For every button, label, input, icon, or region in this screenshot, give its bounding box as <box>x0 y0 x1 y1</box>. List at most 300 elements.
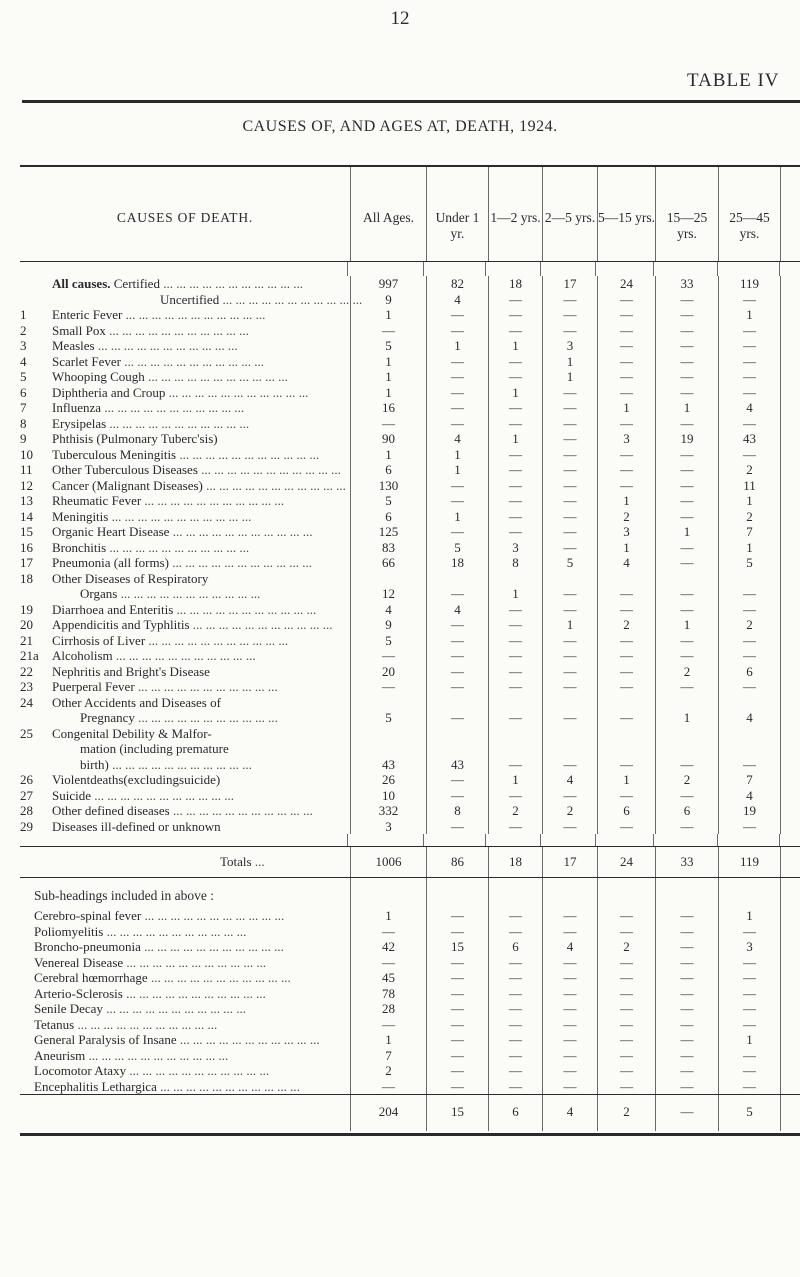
row-number: 10 <box>20 446 33 462</box>
row-number: 24 <box>20 694 33 710</box>
cause-label <box>52 819 346 835</box>
row-number: 6 <box>20 384 27 400</box>
cause-label-text: Nephritis and Bright's Disease <box>52 663 210 679</box>
age-value-extra <box>780 555 800 571</box>
cause-label: Aneurism ... ... ... ... ... ... ... ... ... ... ... <box>34 1047 229 1063</box>
cause-label: Locomotor Ataxy ... ... ... ... ... ... ... ... ... ... ... <box>34 1063 270 1078</box>
totals-value: 17 <box>542 847 597 877</box>
age-value: 6 <box>718 664 780 680</box>
sub-table-row <box>20 970 800 986</box>
age-value: 90 <box>350 431 426 447</box>
age-value-extra <box>780 323 800 339</box>
cause-label-text: Whooping Cough <box>52 369 145 384</box>
row-number: 13 <box>20 493 33 508</box>
age-value: — <box>718 354 780 370</box>
title-rule <box>22 100 800 103</box>
age-value: — <box>426 1001 488 1017</box>
age-value: 1 <box>597 400 655 416</box>
age-value: — <box>426 924 488 940</box>
age-value: 24 <box>597 276 655 292</box>
age-value-extra <box>780 986 800 1002</box>
age-value-extra <box>780 602 800 618</box>
age-value: — <box>488 955 542 971</box>
cause-label-text: Organic Heart Disease <box>52 524 170 539</box>
table-row <box>20 307 800 323</box>
age-value: — <box>350 1017 426 1033</box>
table-row <box>20 803 800 819</box>
age-value: — <box>542 955 597 971</box>
age-value: 1 <box>426 338 488 354</box>
cause-label: Pregnancy ... ... ... ... ... ... ... ... ... ... ... <box>80 710 278 725</box>
cause-label: Tetanus ... ... ... ... ... ... ... ... ... ... ... <box>34 1016 218 1032</box>
age-value: — <box>655 1001 718 1017</box>
age-value: 1 <box>488 338 542 354</box>
cause-label: Small Pox ... ... ... ... ... ... ... ... ... ... ... <box>52 322 249 338</box>
age-value <box>488 695 542 711</box>
age-value: — <box>542 540 597 556</box>
age-value: — <box>426 400 488 416</box>
cause-label-text: Bronchitis <box>52 539 107 555</box>
cause-label-text: Tuberculous Meningitis <box>52 446 177 462</box>
age-value <box>350 726 426 742</box>
cause-label <box>52 772 346 788</box>
age-value: — <box>426 1017 488 1033</box>
age-value: — <box>488 462 542 478</box>
age-value: 3 <box>718 939 780 955</box>
age-value: — <box>426 307 488 323</box>
sub-totals-value: 4 <box>542 1095 597 1131</box>
age-value: 20 <box>350 664 426 680</box>
cause-label-text: Small Pox <box>52 322 106 338</box>
table-row <box>20 555 800 571</box>
cause-cell <box>20 291 363 308</box>
age-value-extra <box>780 431 800 447</box>
cause-label-text: Senile Decay <box>34 1001 103 1016</box>
table-row <box>20 416 800 432</box>
age-value: — <box>718 602 780 618</box>
age-value: — <box>426 970 488 986</box>
sub-totals-value: 204 <box>350 1095 426 1131</box>
age-value: — <box>488 447 542 463</box>
cause-label <box>52 664 346 680</box>
age-value: 3 <box>488 540 542 556</box>
cause-label-text: All causes. <box>52 276 111 291</box>
cause-label-text: Pneumonia (all forms) <box>52 555 169 570</box>
row-number: 12 <box>20 477 33 493</box>
age-value: — <box>718 648 780 664</box>
age-value: — <box>597 586 655 602</box>
age-value: — <box>350 1079 426 1095</box>
age-value-extra <box>780 447 800 463</box>
row-number: 1 <box>20 307 27 322</box>
age-value: 1 <box>350 1032 426 1048</box>
age-value-extra <box>780 509 800 525</box>
age-value: — <box>426 1032 488 1048</box>
cause-label-text: Influenza <box>52 400 102 415</box>
row-number: 25 <box>20 725 33 741</box>
age-value: 33 <box>655 276 718 292</box>
cause-cell <box>20 493 350 509</box>
table-header <box>20 167 800 262</box>
row-number: 15 <box>20 524 33 539</box>
age-value: 4 <box>718 710 780 726</box>
cause-cell <box>20 571 350 587</box>
age-value: — <box>597 354 655 370</box>
sub-rows <box>20 908 800 1094</box>
row-number: 14 <box>20 508 33 524</box>
age-value: 1 <box>350 369 426 385</box>
age-value-extra <box>780 788 800 804</box>
cause-label: Organs ... ... ... ... ... ... ... ... ... ... ... <box>80 586 261 601</box>
age-value-extra <box>780 354 800 370</box>
totals-value: 18 <box>488 847 542 877</box>
age-value: 78 <box>350 986 426 1002</box>
cause-label: Whooping Cough ... ... ... ... ... ... ... ... ... ... ... <box>52 369 288 384</box>
age-value <box>542 726 597 742</box>
age-value-extra <box>780 524 800 540</box>
cause-label: Meningitis ... ... ... ... ... ... ... ... ... ... ... <box>52 508 252 524</box>
age-value-extra <box>780 292 800 308</box>
age-value: 4 <box>426 602 488 618</box>
age-value: — <box>488 819 542 835</box>
sub-caption-row <box>20 877 800 908</box>
age-value: — <box>655 679 718 695</box>
age-value: — <box>542 819 597 835</box>
cause-label-text: Uncertified <box>160 291 220 307</box>
sub-caption: Sub-headings included in above : <box>34 888 214 903</box>
age-value <box>597 741 655 757</box>
cause-label: Venereal Disease ... ... ... ... ... ... ... ... ... ... ... <box>34 954 267 970</box>
age-value: 8 <box>488 555 542 571</box>
cause-label: Other defined diseases ... ... ... ... ... ... ... ... ... ... ... <box>52 803 313 818</box>
age-value-extra <box>780 1032 800 1048</box>
age-value: 4 <box>718 400 780 416</box>
age-value: 4 <box>718 788 780 804</box>
table-row <box>20 292 800 308</box>
totals-row <box>20 846 800 877</box>
table-row <box>20 385 800 401</box>
age-value: — <box>488 757 542 773</box>
table-row <box>20 524 800 540</box>
age-value: — <box>542 1063 597 1079</box>
totals-label: Totals ... <box>220 854 265 869</box>
age-value-extra <box>780 338 800 354</box>
age-value: — <box>488 323 542 339</box>
age-value: 5 <box>350 338 426 354</box>
age-value: — <box>426 908 488 924</box>
cause-label-text: Measles <box>52 338 95 353</box>
row-number: 8 <box>20 415 27 431</box>
age-value: — <box>718 1017 780 1033</box>
age-value-extra <box>780 385 800 401</box>
sub-table-row <box>20 1032 800 1048</box>
age-value-extra <box>780 462 800 478</box>
sub-table-row <box>20 1079 800 1095</box>
age-value: — <box>542 524 597 540</box>
age-value: — <box>350 416 426 432</box>
cause-cell <box>20 385 350 401</box>
table-row <box>20 586 800 602</box>
age-value: — <box>655 509 718 525</box>
cause-label-text: Erysipelas <box>52 415 107 431</box>
sub-totals-value: — <box>655 1095 718 1131</box>
sub-table-row <box>20 1017 800 1033</box>
age-value-extra <box>780 772 800 788</box>
main-rows <box>20 276 800 834</box>
age-value: — <box>597 710 655 726</box>
age-value-extra <box>780 955 800 971</box>
age-value: 17 <box>542 276 597 292</box>
header-age-col: All Ages. <box>350 167 426 261</box>
totals-label-text: Totals <box>220 854 252 869</box>
age-value: — <box>655 323 718 339</box>
age-value: 1 <box>655 617 718 633</box>
cause-label: Tuberculous Meningitis ... ... ... ... ... ... ... ... ... ... ... <box>52 446 320 462</box>
cause-cell <box>20 788 350 804</box>
age-value: 19 <box>718 803 780 819</box>
age-value-extra <box>780 741 800 757</box>
cause-label: Bronchitis ... ... ... ... ... ... ... ... ... ... ... <box>52 539 250 555</box>
age-value: — <box>655 986 718 1002</box>
table-row <box>20 695 800 711</box>
age-value: — <box>542 1017 597 1033</box>
age-value: — <box>426 586 488 602</box>
age-value: — <box>488 633 542 649</box>
age-value: — <box>718 369 780 385</box>
age-value: 2 <box>597 939 655 955</box>
age-value: — <box>597 292 655 308</box>
age-value: — <box>426 633 488 649</box>
sub-table-row <box>20 955 800 971</box>
cause-label: Poliomyelitis ... ... ... ... ... ... ... ... ... ... ... <box>34 923 247 939</box>
table-row <box>20 726 800 742</box>
age-value: — <box>597 447 655 463</box>
age-value: — <box>488 1001 542 1017</box>
age-value: 16 <box>350 400 426 416</box>
cause-label-text: Other defined diseases <box>52 803 170 818</box>
age-value: — <box>542 757 597 773</box>
age-value-extra <box>780 1001 800 1017</box>
age-value-extra <box>780 633 800 649</box>
age-value: — <box>488 664 542 680</box>
age-value: — <box>426 1048 488 1064</box>
age-value: 15 <box>426 939 488 955</box>
age-value: — <box>718 1063 780 1079</box>
age-value: — <box>542 400 597 416</box>
age-value: — <box>718 1001 780 1017</box>
age-value <box>488 726 542 742</box>
table-row <box>20 633 800 649</box>
age-value: — <box>655 462 718 478</box>
age-value: — <box>597 1017 655 1033</box>
age-value: — <box>718 955 780 971</box>
age-value: 9 <box>350 292 426 308</box>
age-value: 2 <box>718 509 780 525</box>
header-age-col: 1—2 yrs. <box>488 167 542 261</box>
cause-label: birth) ... ... ... ... ... ... ... ... ... ... ... <box>80 756 252 772</box>
age-value-extra <box>780 1048 800 1064</box>
cause-label <box>52 571 346 587</box>
cause-cell <box>20 695 350 711</box>
age-value <box>655 571 718 587</box>
age-value: 4 <box>350 602 426 618</box>
cause-label: Diarrhoea and Enteritis ... ... ... ... ... ... ... ... ... ... ... <box>52 601 317 617</box>
age-value: 5 <box>718 555 780 571</box>
age-value: — <box>488 986 542 1002</box>
age-value: — <box>542 679 597 695</box>
age-value: 18 <box>488 276 542 292</box>
age-value: — <box>488 602 542 618</box>
age-value-extra <box>780 369 800 385</box>
age-value: 4 <box>542 939 597 955</box>
cause-cell <box>20 1079 350 1095</box>
age-value: — <box>542 970 597 986</box>
age-value: — <box>426 679 488 695</box>
age-value: 45 <box>350 970 426 986</box>
age-value: — <box>655 354 718 370</box>
age-value-extra <box>780 819 800 835</box>
cause-label: Cirrhosis of Liver ... ... ... ... ... ... ... ... ... ... ... <box>52 632 289 648</box>
sub-table-row <box>20 924 800 940</box>
age-value <box>718 571 780 587</box>
age-value: — <box>488 908 542 924</box>
cause-label-text: Other Diseases of Respiratory <box>52 570 209 586</box>
cause-label: Influenza ... ... ... ... ... ... ... ... ... ... ... <box>52 400 245 415</box>
age-value: — <box>655 385 718 401</box>
cause-cell <box>20 540 350 556</box>
age-value: 10 <box>350 788 426 804</box>
age-value-extra <box>780 478 800 494</box>
row-number: 28 <box>20 803 33 818</box>
cause-label: All causes. Certified ... ... ... ... ... ... ... ... ... ... ... <box>52 276 303 291</box>
table-row <box>20 400 800 416</box>
table-row <box>20 757 800 773</box>
age-value: — <box>488 1017 542 1033</box>
cause-cell <box>20 354 350 370</box>
age-value: — <box>718 986 780 1002</box>
age-value: 1 <box>350 908 426 924</box>
age-value-extra <box>780 679 800 695</box>
age-value: — <box>718 338 780 354</box>
gap <box>20 262 800 276</box>
cause-cell <box>20 648 350 664</box>
cause-label: Senile Decay ... ... ... ... ... ... ... ... ... ... ... <box>34 1001 246 1016</box>
age-value: — <box>655 955 718 971</box>
age-value: 7 <box>718 772 780 788</box>
age-value: — <box>718 323 780 339</box>
age-value <box>488 741 542 757</box>
cause-cell <box>20 741 350 757</box>
age-value: — <box>426 416 488 432</box>
age-value: — <box>655 478 718 494</box>
age-value: — <box>655 493 718 509</box>
age-value: 6 <box>350 462 426 478</box>
cause-cell <box>20 970 350 986</box>
cause-label-text: Cerebro-spinal fever <box>34 908 142 923</box>
cause-cell <box>20 416 350 432</box>
age-value: — <box>655 924 718 940</box>
cause-cell <box>20 1001 350 1017</box>
age-value: 1 <box>597 772 655 788</box>
age-value: 1 <box>542 617 597 633</box>
age-value: — <box>597 970 655 986</box>
age-value: 2 <box>597 617 655 633</box>
sub-table-row <box>20 1063 800 1079</box>
age-value: — <box>655 908 718 924</box>
age-value: — <box>655 540 718 556</box>
age-value: — <box>597 478 655 494</box>
cause-cell <box>20 679 350 695</box>
row-number: 27 <box>20 787 33 803</box>
age-value: — <box>718 970 780 986</box>
table-row <box>20 648 800 664</box>
cause-cell <box>20 462 350 478</box>
age-value-extra <box>780 276 800 292</box>
age-value: — <box>655 586 718 602</box>
age-value: 4 <box>542 772 597 788</box>
age-value: 9 <box>350 617 426 633</box>
cause-label-text: Pregnancy <box>80 710 135 725</box>
age-value-extra <box>780 648 800 664</box>
row-number: 16 <box>20 539 33 555</box>
age-value: 130 <box>350 478 426 494</box>
cause-label-text: Organs <box>80 586 118 601</box>
cause-cell <box>20 908 350 924</box>
cause-label: Broncho-pneumonia ... ... ... ... ... ... ... ... ... ... ... <box>34 939 284 954</box>
table-bottom-rule <box>20 1133 800 1136</box>
age-value: 2 <box>350 1063 426 1079</box>
age-value: — <box>488 1079 542 1095</box>
cause-cell <box>20 307 350 323</box>
age-value: — <box>488 970 542 986</box>
age-value: — <box>488 493 542 509</box>
table-row <box>20 369 800 385</box>
age-value: 4 <box>426 431 488 447</box>
age-value: 82 <box>426 276 488 292</box>
age-value: — <box>542 462 597 478</box>
table-row <box>20 741 800 757</box>
totals-value: 1006 <box>350 847 426 877</box>
cause-label: Diphtheria and Croup ... ... ... ... ... ... ... ... ... ... ... <box>52 384 309 400</box>
age-value: 4 <box>597 555 655 571</box>
cause-label-text: Diarrhoea and Enteritis <box>52 601 174 617</box>
age-value: — <box>718 385 780 401</box>
age-value <box>350 571 426 587</box>
age-value: 2 <box>718 462 780 478</box>
age-value: — <box>426 710 488 726</box>
cause-label-text: Diseases ill-defined or unknown <box>52 818 221 834</box>
cause-cell <box>20 955 350 971</box>
totals-value: 86 <box>426 847 488 877</box>
age-value: — <box>655 1048 718 1064</box>
sub-caption-cell <box>20 878 350 908</box>
age-value: — <box>542 648 597 664</box>
sub-table-row <box>20 939 800 955</box>
age-value: — <box>542 385 597 401</box>
cause-label-text: Enteric Fever <box>52 307 123 322</box>
age-value: 1 <box>488 385 542 401</box>
age-value <box>426 571 488 587</box>
cause-label-text: Broncho-pneumonia <box>34 939 141 954</box>
cause-label: Cerebral hœmorrhage ... ... ... ... ... ... ... ... ... ... ... <box>34 970 291 985</box>
age-value: — <box>542 664 597 680</box>
cause-label: Alcoholism ... ... ... ... ... ... ... ... ... ... ... <box>52 648 256 663</box>
cause-label-text: birth) <box>80 756 109 772</box>
cause-label-text: Rheumatic Fever <box>52 493 142 508</box>
age-value <box>542 695 597 711</box>
age-value: — <box>542 447 597 463</box>
age-value <box>350 695 426 711</box>
